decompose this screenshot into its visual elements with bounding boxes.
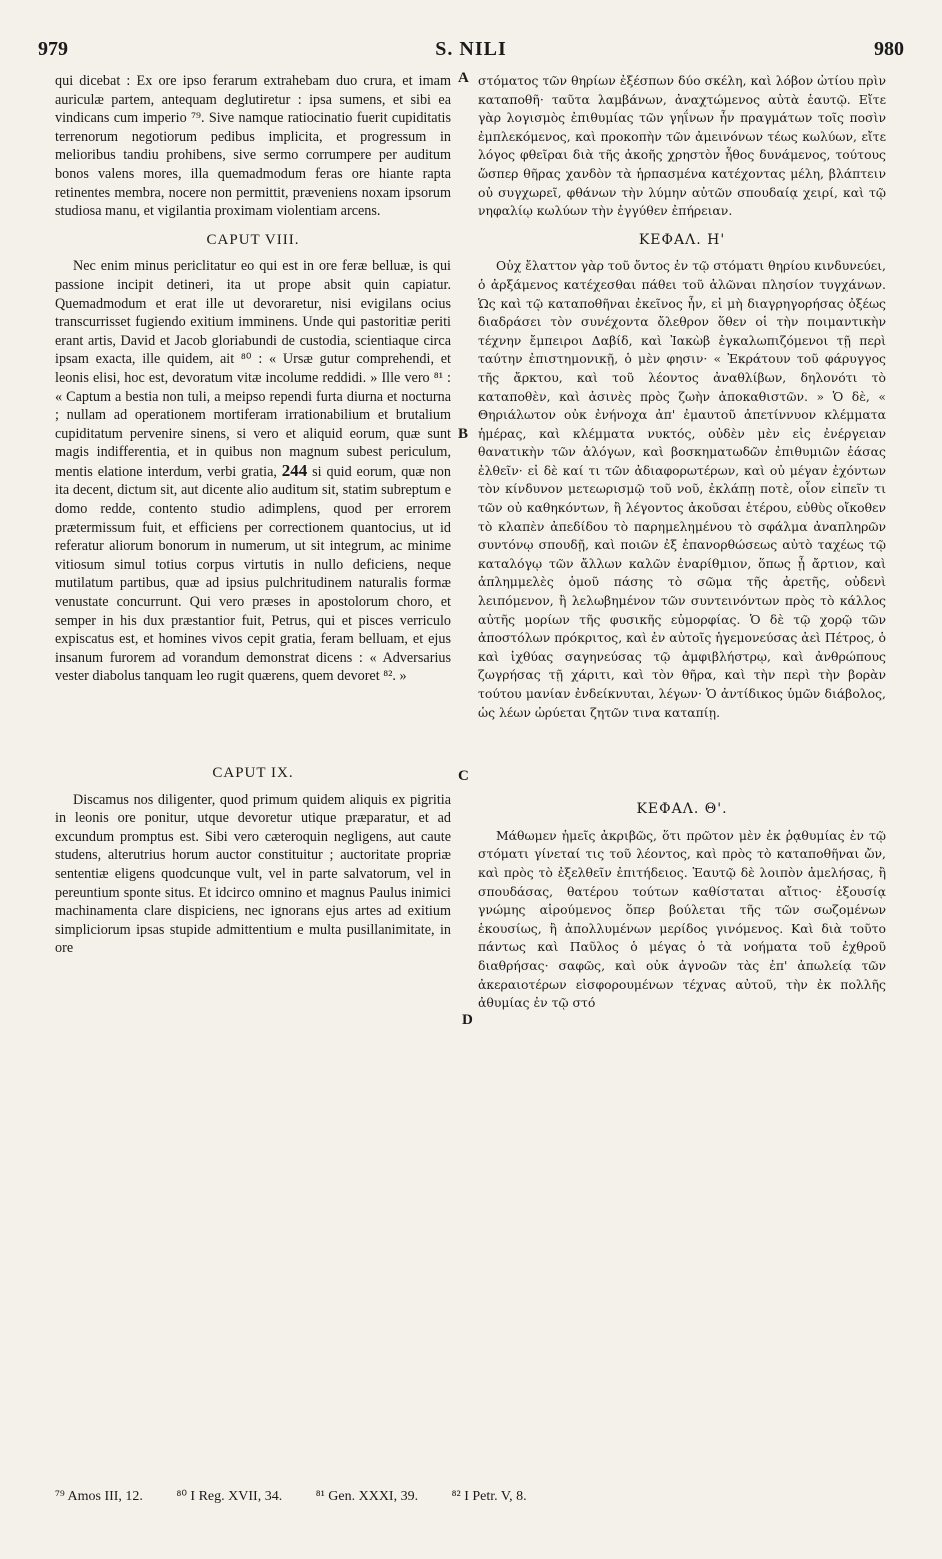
- margin-marker-d: D: [462, 1012, 473, 1028]
- greek-paragraph-1: στόματος τῶν θηρίων ἐξέσπων δύο σκέλη, καὶ λόβον ὠτίου πρὶν καταποθῆ· ταῦτα λαμβάνων, ἀναχτώμενος αὐτὰ ἑαυτῷ. Εἴτε γὰρ λογισμὸς ἐπιθυμίας τῶν γηΐνων ἦν πραγμάτων τοῖς ποσὶν ἐμπλεκόμενος, καὶ προκοπὴν τῶν ἀμεινόνων τέως κωλύων, εἴτε λόγος φθεῖραι διὰ τῆς ἀκοῆς χρηστὸν ἦθος δυνάμενος, τούτους ὥσπερ θῆρας χανδὸν τὰ ἡρπασμένα κατέχοντας μέλη, βλάπτειν οὐ συγχωρεῖ, φθάνων τὴν λύμην αὐτῶν σπουδαίᾳ χειρί, καὶ τῷ νηφαλίῳ κωλύων τὴν ἐγγύθεν ἐπήρειαν.: [478, 73, 886, 219]
- margin-marker-a: A: [458, 70, 469, 86]
- page-number-left: 979: [38, 38, 68, 60]
- footnote: ⁷⁹ Amos III, 12.: [55, 1489, 143, 1504]
- page-header: [38, 38, 904, 68]
- running-title: S. NILI: [435, 38, 507, 60]
- latin-paragraph-3: Discamus nos diligenter, quod primum quidem aliquis ex pigritia in leonis ore ponitur, utque devoretur utique præparatur, et ad excundum promptus est. Sibi vero cæteroquin negligens, aut caute studens, alterutrius horum auctor constituitur ; auctoritate propriæ sententiæ eligens quodcunque vult, vel in parte salvatorum, vel in pereuntium sponte situs. Et idcirco omnino et magnus Paulus inimici machinamenta clare dispiciens, nec ignorans ejus artes ad exitium simpliciorum ipsas stupide admittentium e multa pusillanimitate, in ore: [55, 791, 451, 957]
- footnote: ⁸² I Petr. V, 8.: [451, 1489, 527, 1504]
- latin-paragraph-2-text-a: Nec enim minus periclitatur eo qui est in ore feræ belluæ, is qui passione incipit detineri, ita ut prope absit quin capiatur. Quemadmodum et erat ille ut devoraretur, nisi evigilans ocius transcurrisset fugiendo exitium imminens. Unde qui pastoritiæ periti erant artis, David et Jacob gloriabundi de custodia, scientiaque circa ipsam exacta, ille quidem, ait ⁸⁰ : « Ursæ gutur comprehendi, et leonis elisi, hoc est, devoratum vitæ incolume reddidi. » Ille vero ⁸¹ : « Captum a bestia non tuli, a meipso rependi furta diurna et nocturna ; nullam ad operationem mortiferam irrationabilium et brutalium cupiditatum pervenire sinens, si vero et aliquid eorum, quæ sunt magis indifferentia, et in quibus non magnum subest periculum, mentis elatione interdum, verbi gratia,: [55, 258, 451, 480]
- inline-page-number: 244: [281, 460, 308, 480]
- latin-paragraph-2: [55, 257, 451, 686]
- latin-heading-caput-ix: CAPUT IX.: [212, 765, 294, 781]
- footnote: ⁸¹ Gen. XXXI, 39.: [315, 1489, 419, 1504]
- greek-paragraph-3: Μάθωμεν ἡμεῖς ἀκριβῶς, ὅτι πρῶτον μὲν ἐκ ῥᾳθυμίας ἐν τῷ στόματι γίνεταί τις τοῦ λέοντος, καὶ πρὸς τὸ καταποθῆναι ὤν, καὶ πρὸς τὸ ἐξελθεῖν ἐπιτήδειος. Ἑαυτῷ δὲ λοιπὸν ἀμελήσας, ἢ σπουδάσας, θατέρου τούτων καθίσταται αἴτιος· ἐξουσίᾳ γνώμης αἱρούμενος ὅπερ βούλεται τῆς τῶν σωζομένων ἑκουσίως, ἢ ἀπολλυμένων μερίδος γινόμενος. Καὶ διὰ τοῦτο πάντως καὶ Παῦλος ὁ μέγας ὁ τὰ νοήματα τοῦ ἐχθροῦ διαθρήσας· σαφῶς, καὶ οὐκ ἀγνοῶν τὰς ἐπ' ἀπωλείᾳ τῶν ἀκεραιοτέρων εἰσφορουμένων τέχνας αὐτοῦ, τὴν ἐκ πολλῆς ἀθυμίας ἐν τῷ στό: [478, 827, 886, 1011]
- footnote: ⁸⁰ I Reg. XVII, 34.: [176, 1489, 283, 1504]
- greek-column: [478, 72, 886, 1013]
- page-number-right: 980: [874, 38, 904, 60]
- greek-heading-kephal-8: ΚΕΦΑΛ. Η': [638, 231, 726, 248]
- latin-paragraph-2-text-b: si quid eorum, quæ non ita decent, dictum sit, aut dicente alio auditum sit, statim subreptum e domo redde, contento studio adimplens, quod per errorem prætermissum fuit, et efficiens per correctionem quantocius, ut id referatur aliorum bonorum in numerum, ut sit integrum, ac minime vitiosum simul totius corpus virtutis in nullo deficiens, neque mutilatum partibus, quæ ad ipsius pulchritudinem naturalis formæ venustate concurrunt. Qui vero præses in apostolorum choro, et semper in his dux præstantior fuit, Petrus, qui et pisces verriculo expiscatus est, et homines vivos cepit gratia, feram belluam, et ejus insanum furorem ad vorandum demonstrat dicens : « Adversarius vester diabolus tanquam leo rugit quærens, quem devoret ⁸². »: [55, 463, 451, 685]
- latin-paragraph-1: qui dicebat : Ex ore ipso ferarum extrahebam duo crura, et imam auriculæ partem, antequam deglutiretur : ipsa sumens, et sibi ea vindicans cum imperio ⁷⁹. Sive namque ratiocinatio fuerit cupiditatis terrenorum negotiorum pedibus implicita, et progressum in melioribus tandiu prohibens, sive sermo corrumpere per auditum bonos valens mores, illa quemadmodum feras ore hiante rapta retinentes membra, nocere non permittit, præveniens noxam ipsorum studiosa manu, et vigilantia proximam violentiam arcens.: [55, 73, 451, 220]
- latin-column: [55, 72, 451, 958]
- footnotes: [55, 1488, 882, 1505]
- greek-heading-kephal-9: ΚΕΦΑΛ. Θ'.: [636, 801, 728, 818]
- margin-marker-b: B: [458, 426, 469, 442]
- latin-heading-caput-viii: CAPUT VIII.: [206, 231, 300, 248]
- greek-paragraph-2: Οὐχ ἔλαττον γὰρ τοῦ ὄντος ἐν τῷ στόματι θηρίου κινδυνεύει, ὁ ἀρξάμενος κατέχεσθαι πάθει τοῦ ἁλῶναι πλησίον τυγχάνων. Ὡς καὶ τῷ καταποθῆναι ἐκεῖνος ἦν, εἰ μὴ διαγρηγορήσας ὀξέως διαδράσει τὸν συνέχοντα ὄλεθρον ὅθεν οἱ τὴν ποιμαντικὴν τέχνην ἔμπειροι Δαβίδ, καὶ Ἰακὼβ ἐγκαλωπιζόμενοι τῇ περὶ ταύτην ἐπιστημονικῇ, ὁ μὲν φησιν· « Ἐκράτουν τοῦ φάρυγγος τῆς ἄρκτου, καὶ τοῦ λέοντος ἀναθλίβων, δηλονότι τὸ καταποθὲν, καὶ ἀσινὲς πρὸς ζωὴν ἀποκαθιστῶν. » Ὁ δὲ, « Θηριάλωτον οὐκ ἐνήνοχα ἀπ' ἐμαυτοῦ ἀπετίννυον κλέμματα ἡμέρας, καὶ κλέμματα νυκτός, οὐδὲν μὲν εἰς ἐνέργειαν θανατικὴν τῶν ἀλόγων, καὶ βοσκηματωδῶν ἐπιθυμιῶν ἐάσας ἐλθεῖν· εἰ δὲ καί τι τῶν ἀδιαφορωτέρων, καὶ οὐ μέγαν ἐχόντων τὸν κίνδυνον μετεωρισμῷ τοῦ νοῦ, ἐκλάπῃ ποτὲ, οἷον εἰπεῖν τι τῶν οὐ καθηκόντων, ἢ λέγοντος ἀκοῦσαι ἑτέρου, εὐθὺς οἴκοθεν τὸ κλαπὲν ἀπεδίδου τὸ παρημελημένου τὸ σφάλμα ἀναπληρῶν συντόνῳ σπουδῇ, καὶ ποιῶν ἐξ ἐπανορθώσεως αὐτὸ ταχέως τῷ καταλόγῳ τῶν ἄλλων καλῶν ἐναρίθμιον, ὅπως ᾖ ἄρτιον, καὶ ἀπλημμελὲς ὁμοῦ πάσης τὸ σῶμα τῆς ἀρετῆς, οὐδενὶ λειπόμενον, ἢ λελωβημένον τῶν συντεινόντων πρὸς τὸ κάλλος αὐτῆς μορίων τῆς φυσικῆς εὐμορφίας. Ὁ δὲ τῷ χορῷ τῶν ἀποστόλων πρόκριτος, καὶ ἐν αὐτοῖς ἡγεμονεύσας ἀεὶ Πέτρος, ὁ καὶ ἰχθύας σαγηνεύσας τῷ ἀμφιβλήστρῳ, καὶ ἀνθρώπους ζωγρήσας τῇ χάριτι, καὶ τὸν θῆρα, καὶ τὴν περὶ τὴν βορὰν τούτου μανίαν ἐνδείκνυται, λέγων· Ὁ ἀντίδικος ὑμῶν διάβολος, ὡς λέων ὠρύεται ζητῶν τινα καταπίῃ.: [478, 258, 886, 720]
- margin-marker-c: C: [458, 768, 469, 784]
